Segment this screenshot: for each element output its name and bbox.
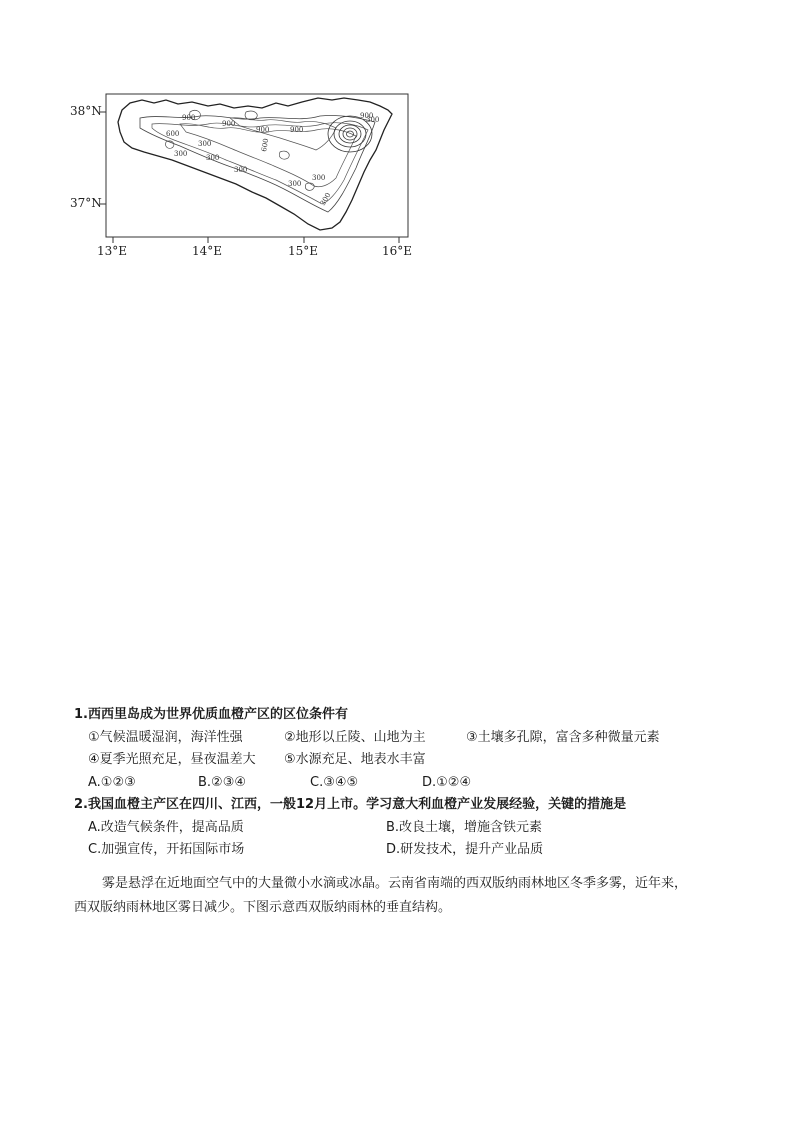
statement-3: ③土壤多孔隙，富含多种微量元素 — [466, 729, 660, 745]
question-2-options-line1 — [74, 817, 714, 840]
option-d[interactable]: D.①②④ — [422, 774, 472, 790]
sicily-contour-map — [70, 88, 415, 260]
question-stem-2 — [74, 794, 714, 817]
question-2-stem: 2.我国血橙主产区在四川、江西，一般12月上市。学习意大利血橙产业发展经验，关键的措施是 — [74, 797, 627, 812]
reading-passage — [74, 872, 742, 920]
question-1-statements-line1 — [74, 727, 714, 750]
option-a[interactable]: A.①②③ — [88, 774, 136, 790]
lon-label-13: 13°E — [97, 244, 128, 258]
question-1-statements-line2 — [74, 749, 714, 772]
option-b[interactable]: B.②③④ — [198, 774, 247, 790]
option-c[interactable]: C.③④⑤ — [310, 774, 359, 790]
lon-label-16: 16°E — [382, 244, 413, 258]
question-stem-1 — [74, 704, 714, 727]
lat-label-37: 37°N — [70, 196, 102, 210]
map-svg — [70, 88, 415, 260]
contour-label: 600 — [166, 130, 180, 138]
question-2-options-line2 — [74, 839, 714, 862]
statement-5: ⑤水源充足、地表水丰富 — [284, 752, 426, 767]
lat-label-38: 38°N — [70, 104, 102, 118]
contour-label: 900 — [360, 112, 374, 120]
option-a[interactable]: A.改造气候条件，提高品质 — [88, 819, 244, 835]
question-1-options — [74, 772, 714, 795]
contour-label: 600 — [260, 137, 271, 153]
question-1-stem: 1.西西里岛成为世界优质血橙产区的区位条件有 — [74, 707, 348, 722]
contour-label: 900 — [290, 126, 304, 134]
contour-label: 300 — [312, 174, 326, 182]
passage-line-2: 西双版纳雨林地区雾日减少。下图示意西双版纳雨林的垂直结构。 — [74, 900, 452, 915]
lon-label-15: 15°E — [288, 244, 319, 258]
option-c[interactable]: C.加强宣传，开拓国际市场 — [88, 842, 245, 857]
contour-label: 300 — [174, 150, 188, 158]
option-d[interactable]: D.研发技术，提升产业品质 — [386, 842, 544, 857]
contour-label: 300 — [318, 191, 333, 207]
contour-label: 900 — [256, 126, 270, 134]
option-b[interactable]: B.改良土壤，增施含铁元素 — [386, 819, 543, 835]
contour-label: 300 — [206, 154, 220, 162]
lon-label-14: 14°E — [192, 244, 223, 258]
passage-line-1: 雾是悬浮在近地面空气中的大量微小水滴或冰晶。云南省南端的西双版纳雨林地区冬季多雾，近年来， — [102, 876, 688, 891]
contour-label: 300 — [366, 116, 380, 124]
contour-label: 300 — [234, 166, 248, 174]
contour-label: 300 — [198, 140, 212, 148]
contour-label: 900 — [222, 120, 236, 128]
statement-4: ④夏季光照充足，昼夜温差大 — [88, 752, 256, 767]
contour-label: 300 — [288, 180, 302, 188]
question-block — [74, 704, 714, 862]
contour-label: 900 — [182, 114, 196, 122]
statement-1: ①气候温暖湿润，海洋性强 — [88, 729, 243, 745]
statement-2: ②地形以丘陵、山地为主 — [284, 729, 426, 745]
